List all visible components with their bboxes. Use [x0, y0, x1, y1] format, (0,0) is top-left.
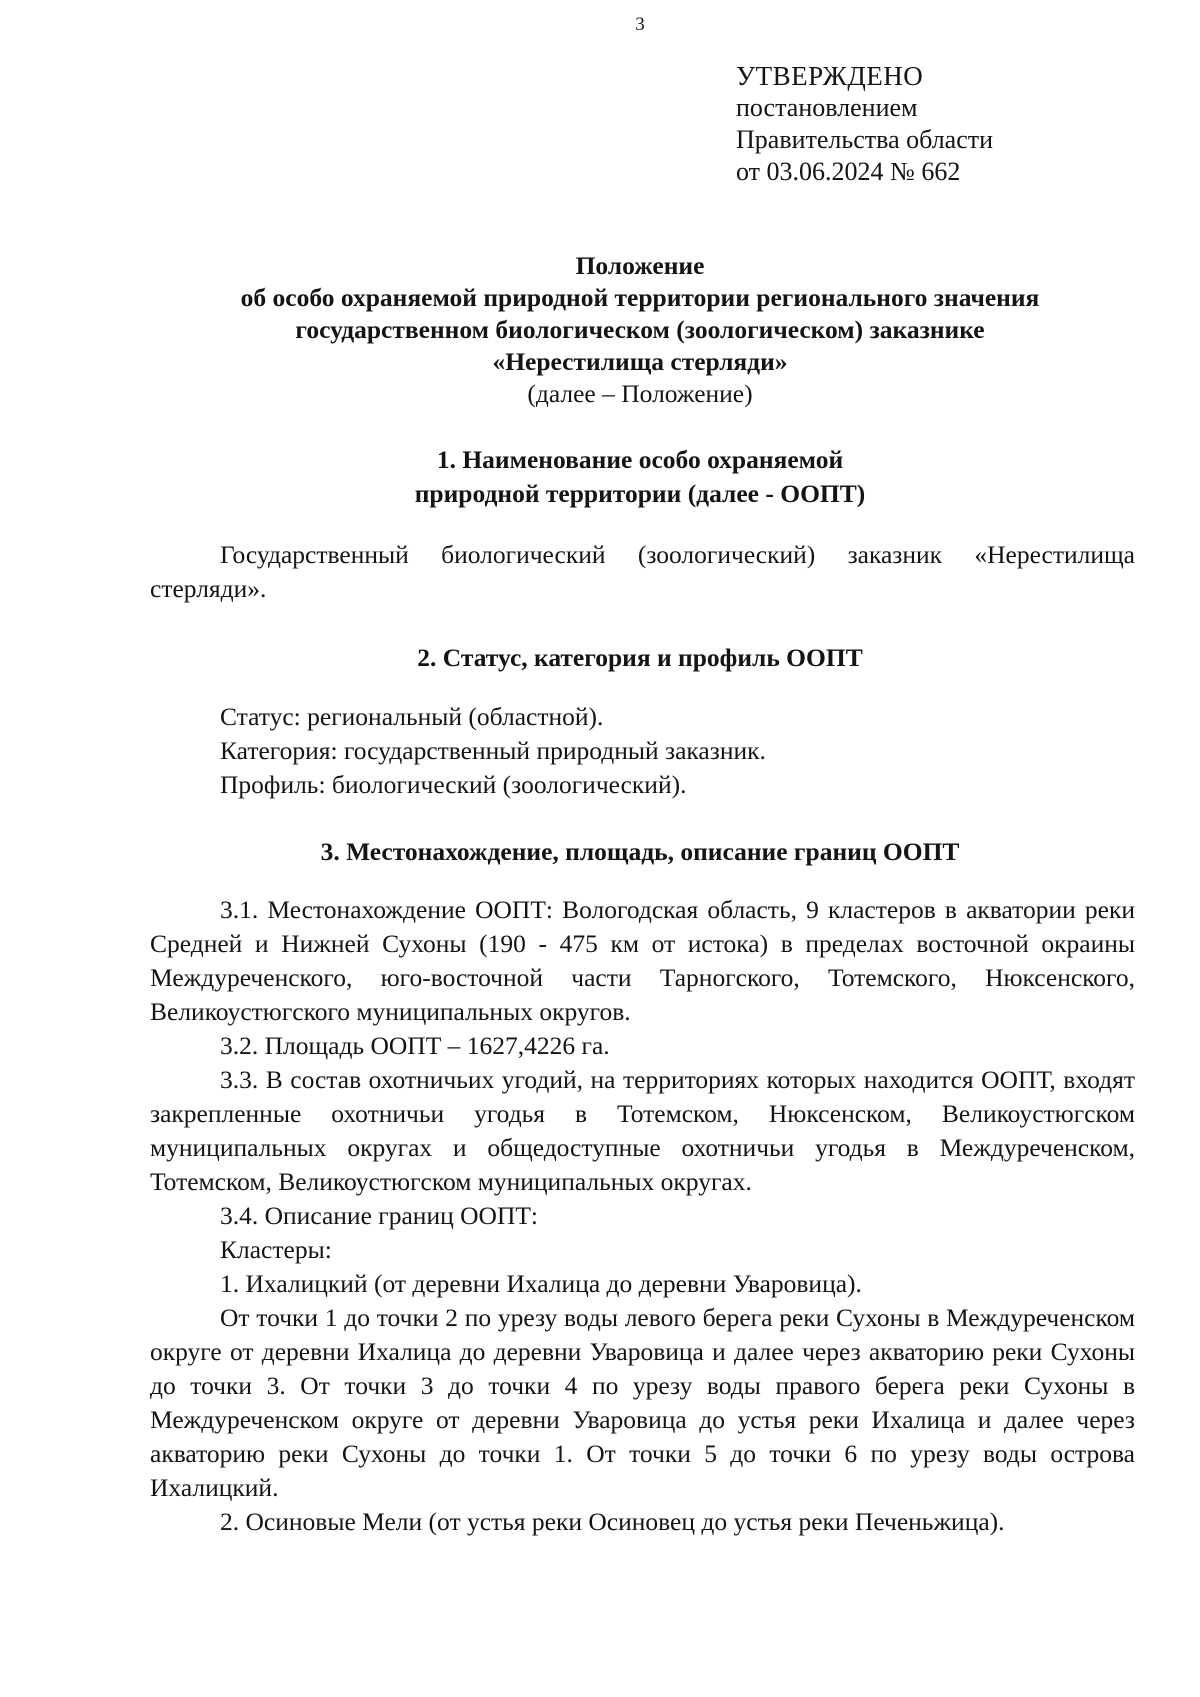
- page-number: 3: [635, 14, 645, 35]
- section-1-heading-line-2: природной территории (далее - ООПТ): [414, 479, 866, 508]
- approval-line-2: Правительства области: [736, 125, 994, 154]
- category-line: Категория: государственный природный заказник.: [220, 736, 766, 765]
- section-2-heading: 2. Статус, категория и профиль ООПТ: [417, 643, 863, 672]
- cluster-1-description: От точки 1 до точки 2 по урезу воды левого берега реки Сухоны в Междуреченском округе от деревни Ихалица до деревни Уваровица и далее через акваторию реки Сухоны до точки 3. От точки 3 до точки 4 по урезу воды правого берега реки Сухоны в Междуреченском округе от деревни Уваровица до устья реки Ихалица и далее через акваторию реки Сухоны до точки 1. От точки 5 до точки 6 по урезу воды острова Ихалицкий.: [150, 1303, 1135, 1502]
- paragraph-3-1: 3.1. Местонахождение ООПТ: Вологодская область, 9 кластеров в акватории реки Средней и Нижней Сухоны (190 - 475 км от истока) в пределах восточной окраины Междуреченского, юго-восточной части Тарногского, Тотемского, Нюксенского, Великоустюгского муниципальных округов.: [150, 895, 1135, 1026]
- approval-stamp-block: [736, 60, 993, 188]
- cluster-1-title: 1. Ихалицкий (от деревни Ихалица до деревни Уваровица).: [220, 1269, 862, 1298]
- paragraph-3-3: 3.3. В состав охотничьих угодий, на территориях которых находится ООПТ, входят закрепленные охотничьи угодья в Тотемском, Нюксенском, Великоустюгском муниципальных округах и общедоступные охотничьи угодья в Междуреченском, Тотемском, Великоустюгском муниципальных округах.: [150, 1065, 1135, 1196]
- title-line-5: (далее – Положение): [527, 379, 753, 408]
- section-3-body: [150, 893, 1135, 1539]
- approval-heading: УТВЕРЖДЕНО: [736, 61, 924, 91]
- document-title: [150, 250, 1130, 410]
- section-3-heading: 3. Местонахождение, площадь, описание границ ООПТ: [320, 837, 960, 866]
- section-2-details: [220, 700, 766, 802]
- approval-line-1: постановлением: [736, 93, 918, 122]
- section-1-heading: [150, 443, 1130, 511]
- paragraph-3-2: 3.2. Площадь ООПТ – 1627,4226 га.: [220, 1031, 610, 1060]
- clusters-label: Кластеры:: [220, 1235, 332, 1264]
- paragraph-3-4: 3.4. Описание границ ООПТ:: [220, 1201, 539, 1230]
- title-line-4: «Нерестилища стерляди»: [492, 347, 788, 376]
- section-1-text: Государственный биологический (зоологический) заказник «Нерестилища стерляди».: [150, 540, 1135, 603]
- title-line-1: Положение: [575, 251, 705, 280]
- section-1-heading-line-1: 1. Наименование особо охраняемой: [436, 445, 844, 474]
- title-line-2: об особо охраняемой природной территории регионального значения: [240, 283, 1040, 312]
- cluster-2-title: 2. Осиновые Мели (от устья реки Осиновец до устья реки Печеньжица).: [220, 1507, 1005, 1536]
- profile-line: Профиль: биологический (зоологический).: [220, 770, 687, 799]
- approval-line-3: от 03.06.2024 № 662: [736, 157, 961, 186]
- status-line: Статус: региональный (областной).: [220, 702, 604, 731]
- title-line-3: государственном биологическом (зоологическом) заказнике: [295, 315, 985, 344]
